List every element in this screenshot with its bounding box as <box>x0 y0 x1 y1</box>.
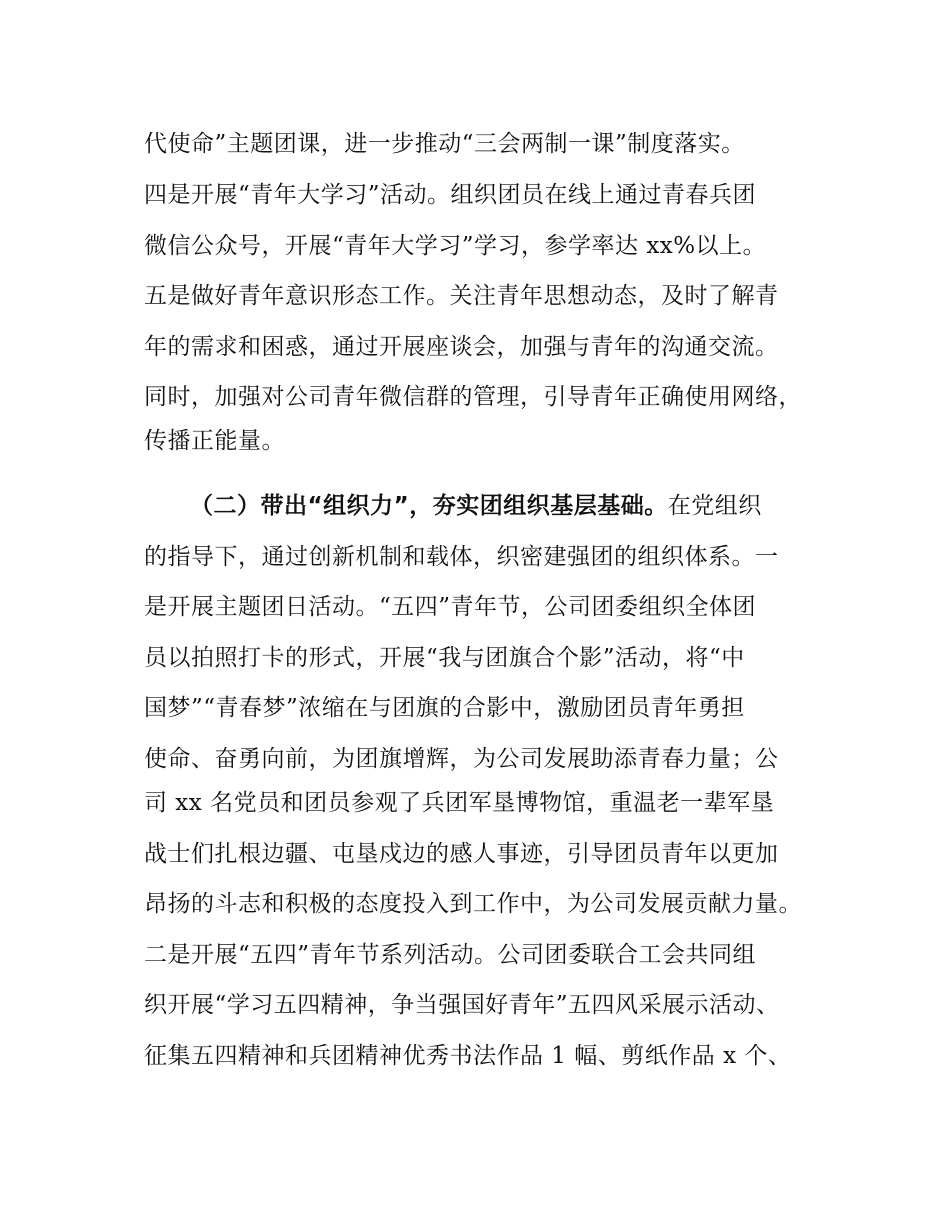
body-text-line: 传播正能量。 <box>144 428 285 454</box>
heading-tail-text: 在党组织 <box>667 493 762 519</box>
body-text-line: 使命、奋勇向前，为团旗增辉，为公司发展助添青春力量；公 <box>144 746 779 772</box>
body-text-line: 国梦”“青春梦”浓缩在与团旗的合影中，激励团员青年勇担 <box>144 695 745 721</box>
body-text-line: 是开展主题团日活动。“五四”青年节，公司团委组织全体团 <box>144 594 757 620</box>
body-text-line: 征集五四精神和兵团精神优秀书法作品 1 幅、剪纸作品 x 个、 <box>144 1043 792 1069</box>
section-heading: （二）带出“组织力”，夯实团组织基层基础。 <box>190 493 668 519</box>
body-text-line: 微信公众号，开展“青年大学习”学习，参学率达 xx%以上。 <box>144 233 767 259</box>
body-text-line: 二是开展“五四”青年节系列活动。公司团委联合工会共同组 <box>144 942 757 968</box>
body-text-line: 员以拍照打卡的形式，开展“我与团旗合个影”活动，将“中 <box>144 645 745 671</box>
body-text-line: 代使命”主题团课，进一步推动“三会两制一课”制度落实。 <box>144 131 745 157</box>
body-text-line: 同时，加强对公司青年微信群的管理，引导青年正确使用网络， <box>144 384 802 410</box>
body-text-line: 年的需求和困惑，通过开展座谈会，加强与青年的沟通交流。 <box>144 334 779 360</box>
body-text-line: 战士们扎根边疆、屯垦戍边的感人事迹，引导团员青年以更加 <box>144 841 779 867</box>
body-text-line: 司 xx 名党员和团员参观了兵团军垦博物馆，重温老一辈军垦 <box>144 790 775 816</box>
body-text-line: 织开展“学习五四精神，争当强国好青年”五四风采展示活动、 <box>144 992 780 1018</box>
body-text-line: 昂扬的斗志和积极的态度投入到工作中，为公司发展贡献力量。 <box>144 891 802 917</box>
body-text-line: 五是做好青年意识形态工作。关注青年思想动态，及时了解青 <box>144 283 779 309</box>
body-text-line: 四是开展“青年大学习”活动。组织团员在线上通过青春兵团 <box>144 182 757 208</box>
body-text-line: 的指导下，通过创新机制和载体，织密建强团的组织体系。一 <box>144 544 779 570</box>
section-heading-line <box>190 486 762 526</box>
